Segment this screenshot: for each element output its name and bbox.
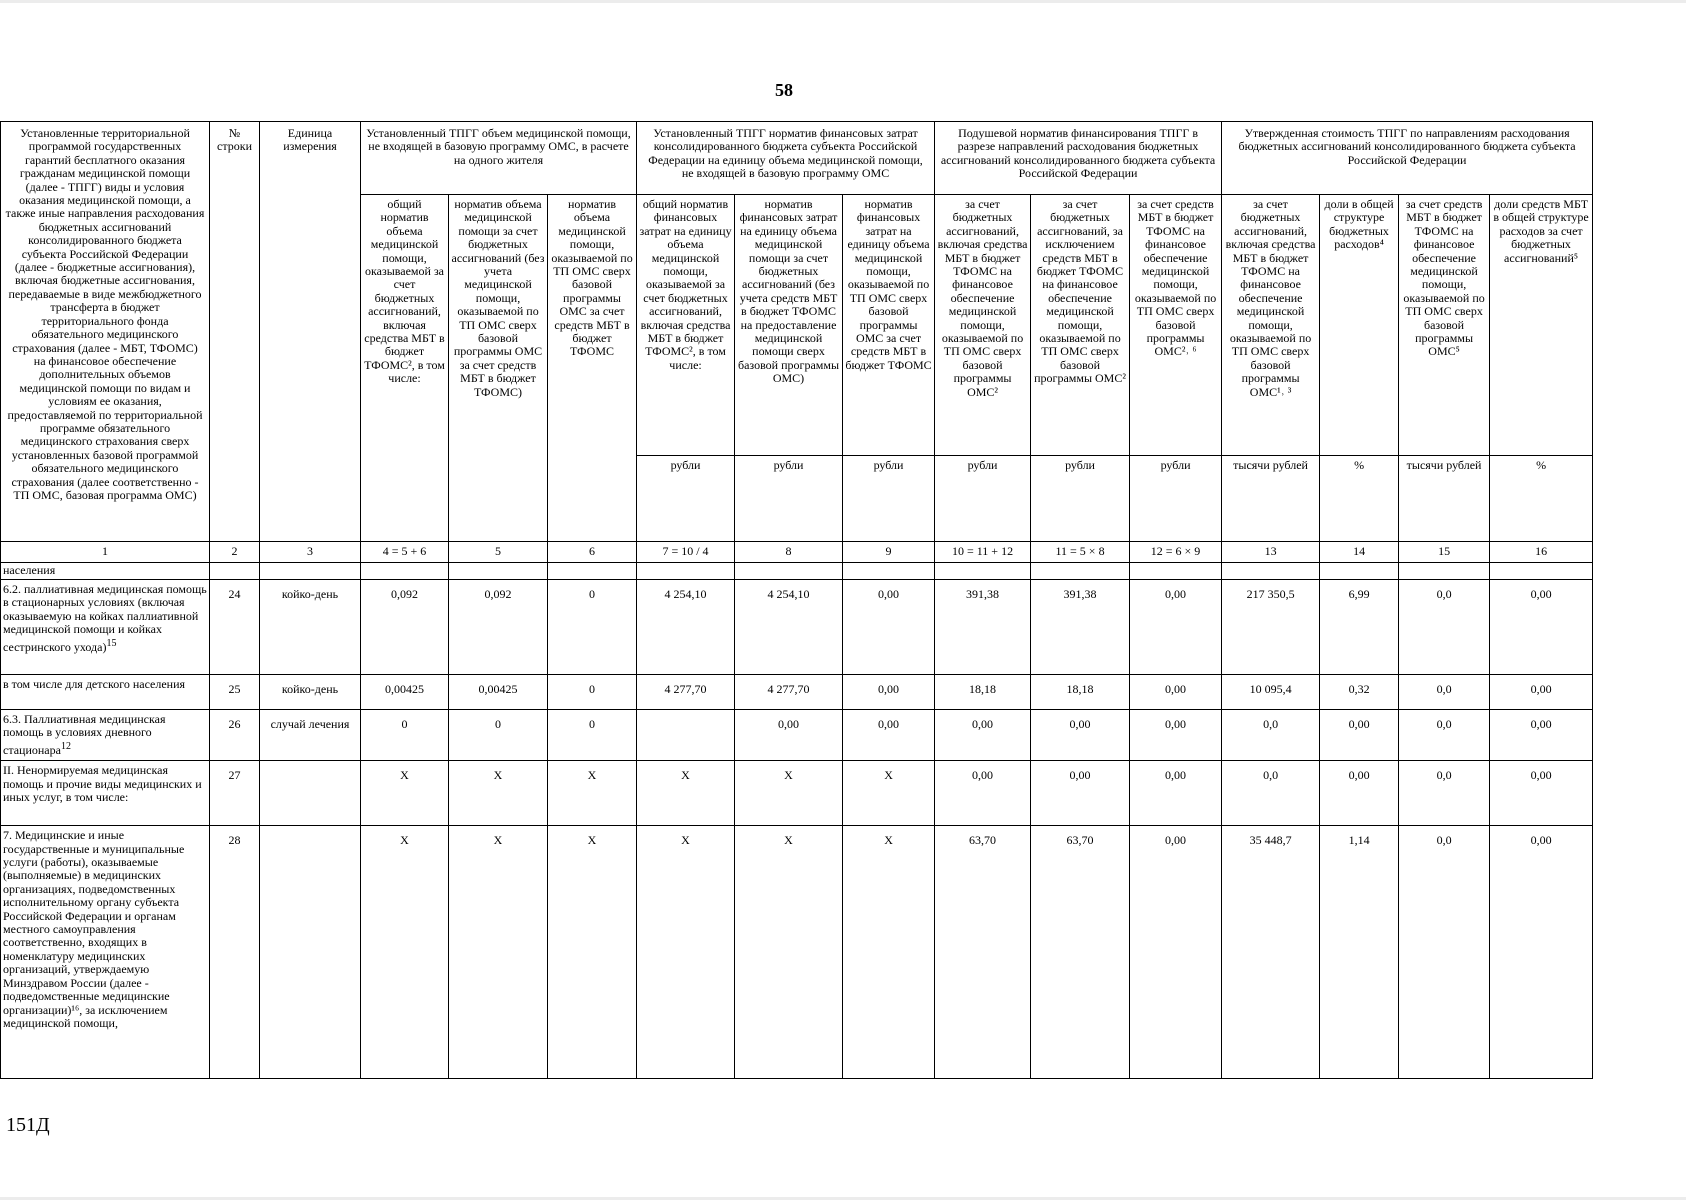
colnum-4: 4 = 5 + 6 bbox=[361, 542, 449, 563]
footer-code: 151Д bbox=[6, 1114, 50, 1136]
cell-v7 bbox=[637, 710, 735, 761]
cell-v5: 0,092 bbox=[449, 580, 548, 675]
cell-v14: 1,14 bbox=[1320, 826, 1399, 1079]
cell-v8: 4 277,70 bbox=[735, 675, 843, 710]
cell-v5: X bbox=[449, 761, 548, 826]
colnum-13: 13 bbox=[1222, 542, 1320, 563]
cell-v9: 0,00 bbox=[843, 580, 935, 675]
cell-v12: 0,00 bbox=[1130, 710, 1222, 761]
cell-v8: 0,00 bbox=[735, 710, 843, 761]
cell-v6: 0 bbox=[548, 580, 637, 675]
cell-v9: 0,00 bbox=[843, 675, 935, 710]
cell-v12: 0,00 bbox=[1130, 675, 1222, 710]
cell-v16: 0,00 bbox=[1490, 710, 1593, 761]
cell-v10: 63,70 bbox=[935, 826, 1031, 1079]
cell-v11: 63,70 bbox=[1031, 826, 1130, 1079]
colnum-12: 12 = 6 × 9 bbox=[1130, 542, 1222, 563]
unit-c12: рубли bbox=[1130, 456, 1222, 542]
cell-v4: 0 bbox=[361, 710, 449, 761]
cell-v14: 0,00 bbox=[1320, 761, 1399, 826]
section-label: населения bbox=[1, 563, 210, 580]
header-c13: за счет бюджетных ассигнований, включая средства МБТ в бюджет ТФОМС на финансовое обеспечение медицинской помощи, оказываемой по ТП ОМС сверх базовой программы ОМС¹˒ ³ bbox=[1222, 195, 1320, 456]
cell-v16: 0,00 bbox=[1490, 761, 1593, 826]
cell-v10: 0,00 bbox=[935, 761, 1031, 826]
header-col2: № строки bbox=[210, 122, 260, 542]
unit-c8: рубли bbox=[735, 456, 843, 542]
cell-v6: X bbox=[548, 761, 637, 826]
colnum-2: 2 bbox=[210, 542, 260, 563]
header-group-norm: Установленный ТПГГ норматив финансовых затрат консолидированного бюджета субъекта Российской Федерации на единицу объема медицинской помощи, не входящей в базовую программу ОМС bbox=[637, 122, 935, 195]
header-row-1 bbox=[1, 122, 1593, 195]
cell-v7: X bbox=[637, 761, 735, 826]
cell-v16: 0,00 bbox=[1490, 826, 1593, 1079]
row-unit: койко-день bbox=[260, 675, 361, 710]
row-num: 27 bbox=[210, 761, 260, 826]
cell-v16: 0,00 bbox=[1490, 675, 1593, 710]
unit-c13: тысячи рублей bbox=[1222, 456, 1320, 542]
cell-v4: 0,092 bbox=[361, 580, 449, 675]
cell-v13: 217 350,5 bbox=[1222, 580, 1320, 675]
cell-v5: X bbox=[449, 826, 548, 1079]
cell-v13: 0,0 bbox=[1222, 761, 1320, 826]
row-unit bbox=[260, 761, 361, 826]
header-c15: за счет средств МБТ в бюджет ТФОМС на финансовое обеспечение медицинской помощи, оказываемой по ТП ОМС сверх базовой программы ОМС⁵ bbox=[1399, 195, 1490, 456]
cell-v9: X bbox=[843, 826, 935, 1079]
colnum-5: 5 bbox=[449, 542, 548, 563]
cell-v13: 35 448,7 bbox=[1222, 826, 1320, 1079]
cell-v11: 18,18 bbox=[1031, 675, 1130, 710]
colnum-16: 16 bbox=[1490, 542, 1593, 563]
colnum-9: 9 bbox=[843, 542, 935, 563]
unit-c11: рубли bbox=[1031, 456, 1130, 542]
colnum-15: 15 bbox=[1399, 542, 1490, 563]
cell-v8: X bbox=[735, 761, 843, 826]
row-unit bbox=[260, 826, 361, 1079]
colnum-8: 8 bbox=[735, 542, 843, 563]
unit-c10: рубли bbox=[935, 456, 1031, 542]
table-row bbox=[1, 710, 1593, 761]
row-unit: койко-день bbox=[260, 580, 361, 675]
table-row bbox=[1, 580, 1593, 675]
page-number: 58 bbox=[775, 80, 793, 100]
header-group-percap: Подушевой норматив финансирования ТПГГ в разрезе направлений расходования бюджетных ассигнований консолидированного бюджета субъекта Российской Федерации bbox=[935, 122, 1222, 195]
cell-v9: 0,00 bbox=[843, 710, 935, 761]
scan-edge-top bbox=[0, 0, 1686, 3]
cell-v11: 0,00 bbox=[1031, 761, 1130, 826]
header-c11: за счет бюджетных ассигнований, за исключением средств МБТ в бюджет ТФОМС на финансовое обеспечение медицинской помощи, оказываемой по ТП ОМС сверх базовой программы ОМС² bbox=[1031, 195, 1130, 456]
unit-c16: % bbox=[1490, 456, 1593, 542]
budget-table bbox=[0, 121, 1593, 1079]
unit-c9: рубли bbox=[843, 456, 935, 542]
cell-v15: 0,0 bbox=[1399, 580, 1490, 675]
colnum-1: 1 bbox=[1, 542, 210, 563]
header-c4: общий норматив объема медицинской помощи, оказываемой за счет бюджетных ассигнований, включая средства МБТ в бюджет ТФОМС², в том числе: bbox=[361, 195, 449, 542]
row-name: 6.3. Паллиативная медицинская помощь в условиях дневного стационара$^{12}$ bbox=[1, 710, 210, 761]
colnum-10: 10 = 11 + 12 bbox=[935, 542, 1031, 563]
header-col1: Установленные территориальной программой государственных гарантий бесплатного оказания гражданам медицинской помощи (далее - ТПГГ) виды и условия оказания медицинской помощи, а также иные направления расходования бюджетных ассигнований консолидированного бюджета субъекта Российской Федерации (далее - бюджетные ассигнования), включая бюджетные ассигнования, передаваемые в виде межбюджетного трансферта в бюджет территориального фонда обязательного медицинского страхования (далее - МБТ, ТФОМС) на финансовое обеспечение дополнительных объемов медицинской помощи по видам и условиям ее оказания, предоставляемой по территориальной программе обязательного медицинского страхования сверх установленных базовой программой обязательного медицинского страхования (далее соответственно - ТП ОМС, базовая программа ОМС) bbox=[1, 122, 210, 542]
cell-v7: X bbox=[637, 826, 735, 1079]
cell-v16: 0,00 bbox=[1490, 580, 1593, 675]
row-unit: случай лечения bbox=[260, 710, 361, 761]
header-group-cost: Утвержденная стоимость ТПГГ по направлениям расходования бюджетных ассигнований консолидированного бюджета субъекта Российской Федерации bbox=[1222, 122, 1593, 195]
cell-v6: X bbox=[548, 826, 637, 1079]
colnum-14: 14 bbox=[1320, 542, 1399, 563]
row-name: 6.2. паллиативная медицинская помощь в стационарных условиях (включая оказываемую на койках паллиативной медицинской помощи и койках сестринского ухода)$^{15}$ bbox=[1, 580, 210, 675]
header-c8: норматив финансовых затрат на единицу объема медицинской помощи за счет бюджетных ассигнований (без учета средств МБТ в бюджет ТФОМС на предоставление медицинской помощи сверх базовой программы ОМС) bbox=[735, 195, 843, 456]
section-row bbox=[1, 563, 1593, 580]
cell-v12: 0,00 bbox=[1130, 580, 1222, 675]
cell-v5: 0 bbox=[449, 710, 548, 761]
row-num: 26 bbox=[210, 710, 260, 761]
row-num: 28 bbox=[210, 826, 260, 1079]
row-name: в том числе для детского населения bbox=[1, 675, 210, 710]
cell-v10: 0,00 bbox=[935, 710, 1031, 761]
unit-c14: % bbox=[1320, 456, 1399, 542]
cell-v13: 10 095,4 bbox=[1222, 675, 1320, 710]
cell-v11: 391,38 bbox=[1031, 580, 1130, 675]
cell-v8: 4 254,10 bbox=[735, 580, 843, 675]
row-name: 7. Медицинские и иные государственные и муниципальные услуги (работы), оказываемые (выполняемые) в медицинских организациях, подведомственных исполнительному органу субъекта Российской Федерации и органам местного самоуправления соответственно, входящих в номенклатуру медицинских организаций, утверждаемую Минздравом России (далее - подведомственные медицинские организации)¹⁶, за исключением медицинской помощи, bbox=[1, 826, 210, 1079]
cell-v8: X bbox=[735, 826, 843, 1079]
cell-v13: 0,0 bbox=[1222, 710, 1320, 761]
table-row bbox=[1, 826, 1593, 1079]
cell-v11: 0,00 bbox=[1031, 710, 1130, 761]
cell-v12: 0,00 bbox=[1130, 826, 1222, 1079]
colnum-3: 3 bbox=[260, 542, 361, 563]
cell-v15: 0,0 bbox=[1399, 675, 1490, 710]
cell-v15: 0,0 bbox=[1399, 761, 1490, 826]
cell-v10: 18,18 bbox=[935, 675, 1031, 710]
cell-v15: 0,0 bbox=[1399, 826, 1490, 1079]
header-c14: доли в общей структуре бюджетных расходов⁴ bbox=[1320, 195, 1399, 456]
header-group-volume: Установленный ТПГГ объем медицинской помощи, не входящей в базовую программу ОМС, в расчете на одного жителя bbox=[361, 122, 637, 195]
cell-v9: X bbox=[843, 761, 935, 826]
header-col3: Единица измерения bbox=[260, 122, 361, 542]
cell-v7: 4 277,70 bbox=[637, 675, 735, 710]
colnum-11: 11 = 5 × 8 bbox=[1031, 542, 1130, 563]
row-name: II. Ненормируемая медицинская помощь и прочие виды медицинских и иных услуг, в том числе: bbox=[1, 761, 210, 826]
cell-v10: 391,38 bbox=[935, 580, 1031, 675]
cell-v6: 0 bbox=[548, 675, 637, 710]
column-number-row bbox=[1, 542, 1593, 563]
cell-v4: X bbox=[361, 826, 449, 1079]
header-c5: норматив объема медицинской помощи за счет бюджетных ассигнований (без учета медицинской помощи, оказываемой по ТП ОМС сверх базовой программы ОМС за счет средств МБТ в бюджет ТФОМС) bbox=[449, 195, 548, 542]
header-c7: общий норматив финансовых затрат на единицу объема медицинской помощи, оказываемой за счет бюджетных ассигнований, включая средства МБТ в бюджет ТФОМС², в том числе: bbox=[637, 195, 735, 456]
table-row bbox=[1, 675, 1593, 710]
cell-v14: 0,00 bbox=[1320, 710, 1399, 761]
cell-v15: 0,0 bbox=[1399, 710, 1490, 761]
footnote-ref: 12 bbox=[60, 740, 71, 752]
header-c16: доли средств МБТ в общей структуре расходов за счет бюджетных ассигнований⁵ bbox=[1490, 195, 1593, 456]
footnote-ref: 15 bbox=[106, 637, 117, 649]
header-c6: норматив объема медицинской помощи, оказываемой по ТП ОМС сверх базовой программы ОМС за счет средств МБТ в бюджет ТФОМС bbox=[548, 195, 637, 542]
header-c10: за счет бюджетных ассигнований, включая средства МБТ в бюджет ТФОМС на финансовое обеспечение медицинской помощи, оказываемой по ТП ОМС сверх базовой программы ОМС² bbox=[935, 195, 1031, 456]
cell-v7: 4 254,10 bbox=[637, 580, 735, 675]
cell-v4: X bbox=[361, 761, 449, 826]
header-c9: норматив финансовых затрат на единицу объема медицинской помощи, оказываемой по ТП ОМС сверх базовой программы ОМС за счет средств МБТ в бюджет ТФОМС bbox=[843, 195, 935, 456]
cell-v14: 6,99 bbox=[1320, 580, 1399, 675]
table-row bbox=[1, 761, 1593, 826]
cell-v6: 0 bbox=[548, 710, 637, 761]
header-c12: за счет средств МБТ в бюджет ТФОМС на финансовое обеспечение медицинской помощи, оказываемой по ТП ОМС сверх базовой программы ОМС²˒ ⁶ bbox=[1130, 195, 1222, 456]
colnum-7: 7 = 10 / 4 bbox=[637, 542, 735, 563]
row-num: 24 bbox=[210, 580, 260, 675]
unit-c7: рубли bbox=[637, 456, 735, 542]
unit-c15: тысячи рублей bbox=[1399, 456, 1490, 542]
cell-v4: 0,00425 bbox=[361, 675, 449, 710]
cell-v5: 0,00425 bbox=[449, 675, 548, 710]
row-num: 25 bbox=[210, 675, 260, 710]
colnum-6: 6 bbox=[548, 542, 637, 563]
cell-v14: 0,32 bbox=[1320, 675, 1399, 710]
cell-v12: 0,00 bbox=[1130, 761, 1222, 826]
